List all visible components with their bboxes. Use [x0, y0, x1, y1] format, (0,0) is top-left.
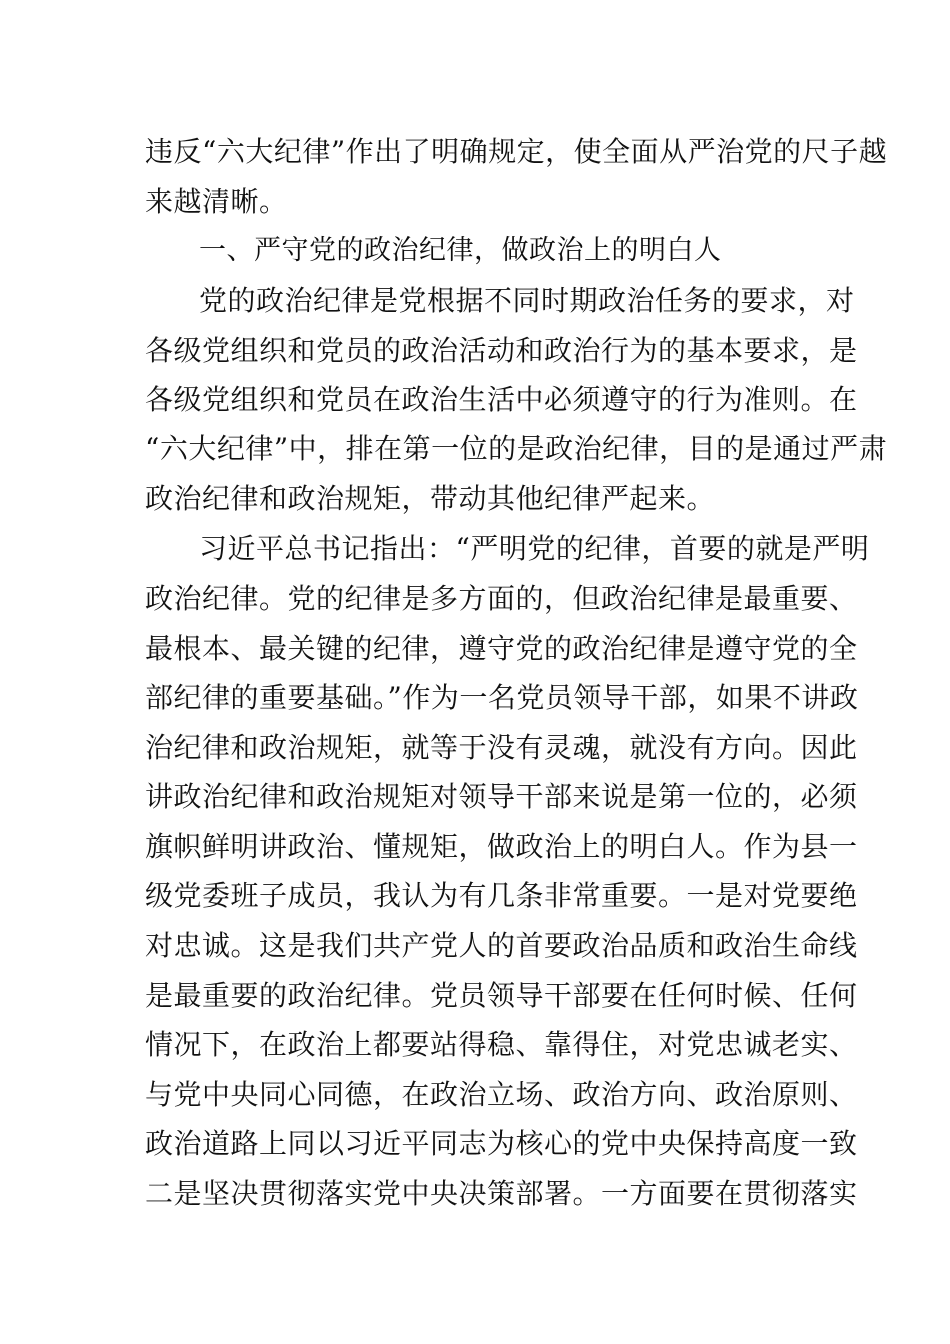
text-line-5: 各级党组织和党员的政治活动和政治行为的基本要求，是 — [145, 334, 858, 367]
text-line-12: 部纪律的重要基础。”作为一名党员领导干部，如果不讲政 — [145, 681, 859, 714]
text-line-13: 治纪律和政治规矩，就等于没有灵魂，就没有方向。因此 — [145, 731, 858, 764]
text-line-8: 政治纪律和政治规矩，带动其他纪律严起来。 — [145, 482, 716, 515]
section-heading: 一、严守党的政治纪律，做政治上的明白人 — [199, 235, 722, 266]
text-line-21: 政治道路上同以习近平同志为核心的党中央保持高度一致 — [145, 1127, 858, 1160]
text-line-16: 级党委班子成员，我认为有几条非常重要。一是对党要绝 — [145, 879, 858, 912]
text-line-18: 是最重要的政治纪律。党员领导干部要在任何时候、任何 — [145, 979, 858, 1012]
text-line-17: 对忠诚。这是我们共产党人的首要政治品质和政治生命线 — [145, 929, 858, 962]
text-line-4: 党的政治纪律是党根据不同时期政治任务的要求，对 — [199, 284, 855, 317]
text-line-9: 习近平总书记指出：“严明党的纪律，首要的就是严明 — [199, 532, 870, 565]
text-line-10: 政治纪律。党的纪律是多方面的，但政治纪律是最重要、 — [145, 582, 858, 615]
text-line-11: 最根本、最关键的纪律，遵守党的政治纪律是遵守党的全 — [145, 632, 858, 665]
text-line-19: 情况下，在政治上都要站得稳、靠得住，对党忠诚老实、 — [145, 1028, 858, 1061]
text-line-1: 违反“六大纪律”作出了明确规定，使全面从严治党的尺子越 — [145, 135, 888, 168]
text-line-14: 讲政治纪律和政治规矩对领导干部来说是第一位的，必须 — [145, 780, 858, 813]
text-line-20: 与党中央同心同德，在政治立场、政治方向、政治原则、 — [145, 1078, 858, 1111]
text-line-2: 来越清晰。 — [145, 185, 288, 218]
text-line-6: 各级党组织和党员在政治生活中必须遵守的行为准则。在 — [145, 383, 858, 416]
text-line-7: “六大纪律”中，排在第一位的是政治纪律，目的是通过严肃 — [145, 432, 888, 465]
text-line-15: 旗帜鲜明讲政治、懂规矩，做政治上的明白人。作为县一 — [145, 830, 858, 863]
text-line-22: 二是坚决贯彻落实党中央决策部署。一方面要在贯彻落实 — [145, 1177, 858, 1210]
